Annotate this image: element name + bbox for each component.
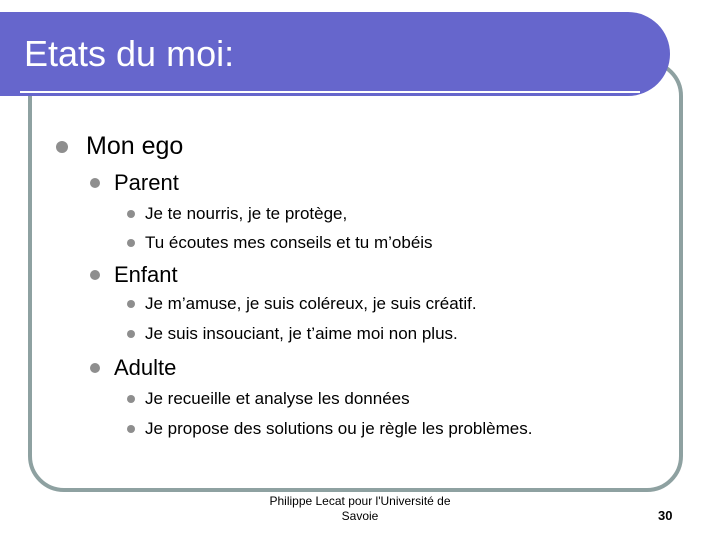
bullet-dot-icon [127,395,135,403]
bullet-dot-icon [127,425,135,433]
bullet-text: Je te nourris, je te protège, [145,204,348,223]
bullet-text: Parent [114,170,179,195]
bullet-enfant [90,262,178,288]
bullet-text: Mon ego [86,132,184,160]
bullet-dot-icon [90,178,100,188]
bullet-text: Je recueille et analyse les données [145,389,410,408]
bullet-text: Enfant [114,262,178,287]
bullet-adulte-1 [127,389,410,409]
bullet-dot-icon [127,300,135,308]
bullet-adulte-2 [127,419,532,439]
bullet-text: Tu écoutes mes conseils et tu m’obéis [145,233,433,252]
bullet-adulte [90,355,176,381]
slide-title: Etats du moi: [24,33,235,74]
bullet-enfant-2 [127,324,458,344]
slide-footer [255,494,465,524]
bullet-text: Je m’amuse, je suis coléreux, je suis créatif. [145,294,477,313]
bullet-parent-2 [127,233,433,253]
bullet-text: Je propose des solutions ou je règle les problèmes. [145,419,533,438]
bullet-dot-icon [127,239,135,247]
bullet-text: Adulte [114,355,177,380]
bullet-parent-1 [127,204,347,224]
bullet-mon-ego [56,132,183,161]
bullet-dot-icon [127,210,135,218]
title-underline [20,91,640,93]
bullet-dot-icon [90,270,100,280]
bullet-enfant-1 [127,294,477,314]
bullet-dot-icon [90,363,100,373]
bullet-parent [90,170,179,196]
footer-line-2: Savoie [341,509,379,523]
bullet-dot-icon [127,330,135,338]
bullet-dot-icon [56,141,68,153]
page-number: 30 [658,508,673,523]
footer-line-1: Philippe Lecat pour l'Université de [269,494,451,508]
bullet-text: Je suis insouciant, je t’aime moi non plus. [145,324,458,343]
